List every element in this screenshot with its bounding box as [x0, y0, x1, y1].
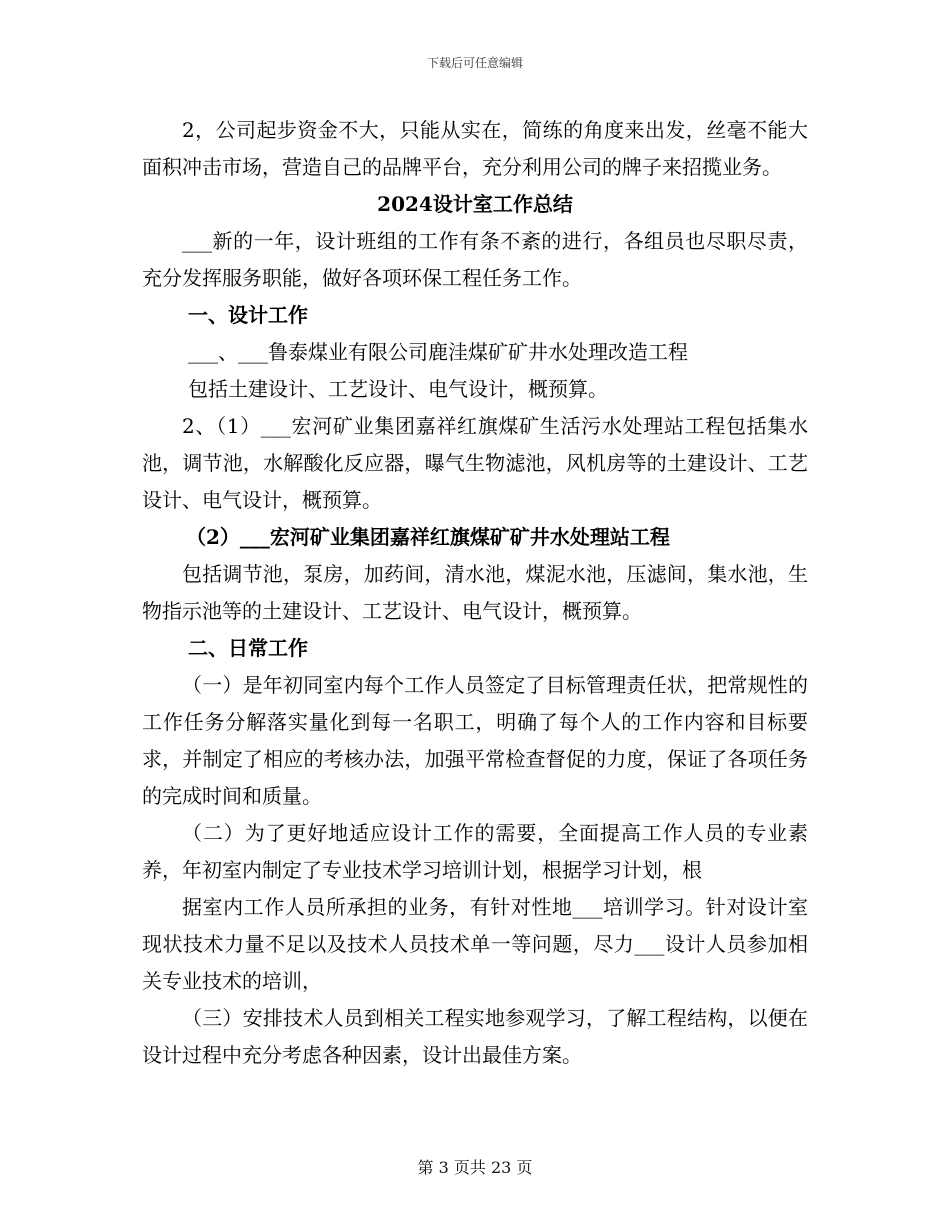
- design-item-2b: （2）___宏河矿业集团嘉祥红旗煤矿矿井水处理站工程: [186, 525, 670, 549]
- section-heading-design-work: 一、设计工作: [188, 303, 308, 327]
- paragraph-company-funding: 2，公司起步资金不大，只能从实在，简练的角度来出发，丝毫不能大面积冲击市场，营造自己的品牌平台，充分利用公司的牌子来招揽业务。: [142, 118, 808, 179]
- daily-work-item-3: （三）安排技术人员到相关工程实地参观学习，了解工程结构，以便在设计过程中充分考虑各种因素，设计出最佳方案。: [142, 1006, 808, 1067]
- design-item-2: 2、（1）___宏河矿业集团嘉祥红旗煤矿生活污水处理站工程包括集水池，调节池，水解酸化反应器，曝气生物滤池，风机房等的土建设计、工艺设计、电气设计，概预算。: [142, 414, 808, 512]
- page-number: 第 3 页共 23 页: [417, 1158, 533, 1177]
- document-title: 2024设计室工作总结: [377, 192, 573, 216]
- paragraph-intro: ___新的一年，设计班组的工作有条不紊的进行，各组员也尽职尽责，充分发挥服务职能，做好各项环保工程任务工作。: [142, 229, 808, 290]
- design-item-2b-detail: 包括调节池，泵房，加药间，清水池，煤泥水池，压滤间，集水池，生物指示池等的土建设计、工艺设计、电气设计，概预算。: [142, 562, 808, 623]
- design-item-1-detail: 包括土建设计、工艺设计、电气设计，概预算。: [188, 377, 608, 401]
- document-body: [142, 112, 808, 1074]
- download-note: 下载后可任意编辑: [426, 56, 523, 70]
- section-heading-daily-work: 二、日常工作: [188, 636, 308, 660]
- design-item-1: ___、___鲁泰煤业有限公司鹿洼煤矿矿井水处理改造工程: [188, 340, 688, 364]
- daily-work-item-2: （二）为了更好地适应设计工作的需要，全面提高工作人员的专业素养，年初室内制定了专业技术学习培训计划，根据学习计划，根: [142, 821, 808, 882]
- daily-work-item-1: （一）是年初同室内每个工作人员签定了目标管理责任状，把常规性的工作任务分解落实量化到每一名职工，明确了每个人的工作内容和目标要求，并制定了相应的考核办法，加强平常检查督促的力度，保证了各项任务的完成时间和质量。: [142, 673, 808, 808]
- daily-work-item-2-continued: 据室内工作人员所承担的业务，有针对性地___培训学习。针对设计室现状技术力量不足以及技术人员技术单一等问题，尽力___设计人员参加相关专业技术的培训，: [142, 895, 808, 993]
